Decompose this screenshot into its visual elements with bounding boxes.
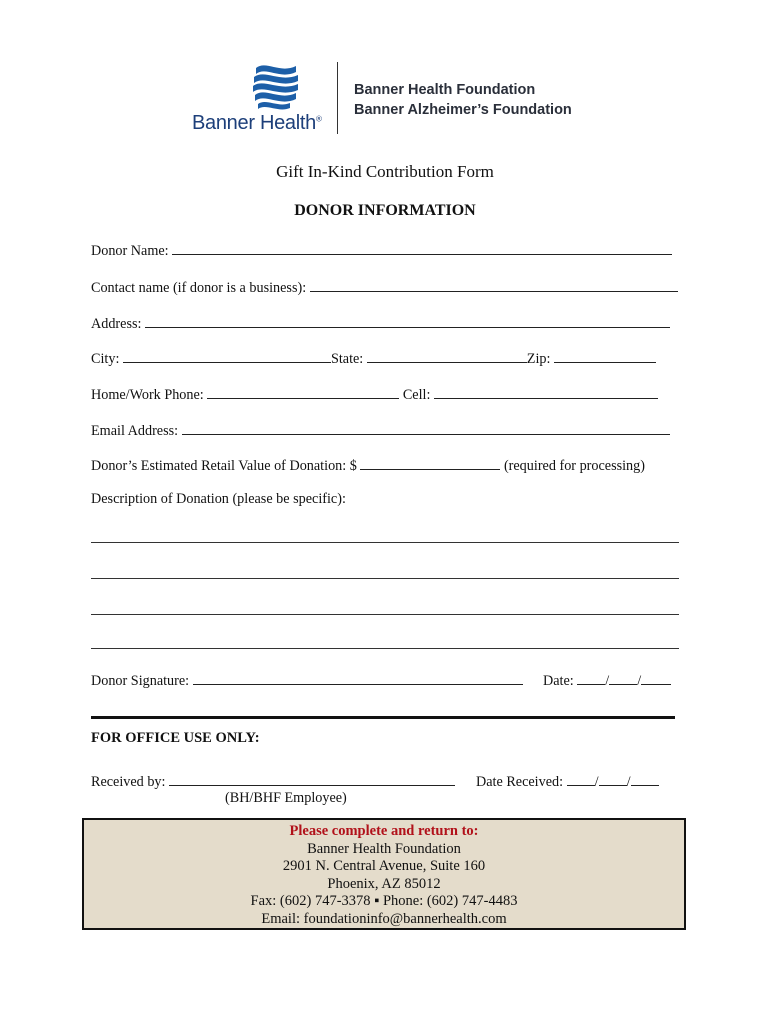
- return-street: 2901 N. Central Avenue, Suite 160: [282, 858, 486, 874]
- address-label: Address:: [91, 316, 142, 332]
- signature-date-year[interactable]: [641, 670, 671, 685]
- cell-label: Cell:: [402, 387, 431, 403]
- city-field[interactable]: [123, 348, 331, 363]
- section-divider: [91, 716, 675, 719]
- city-label: City:: [91, 351, 120, 367]
- value-label: Donor’s Estimated Retail Value of Donation: $: [91, 458, 357, 474]
- phone-field[interactable]: [207, 384, 399, 399]
- contact-name-field[interactable]: [310, 277, 678, 292]
- email-field[interactable]: [182, 420, 670, 435]
- value-note: (required for processing): [503, 458, 645, 474]
- signature-date-day[interactable]: [609, 670, 637, 685]
- date-received-month[interactable]: [567, 771, 595, 786]
- description-line-1[interactable]: [91, 542, 679, 543]
- contact-name-label: Contact name (if donor is a business):: [91, 280, 307, 296]
- logo-area: [190, 60, 610, 140]
- signature-date-month[interactable]: [577, 670, 605, 685]
- signature-row: [91, 670, 523, 690]
- employee-note: (BH/BHF Employee): [225, 790, 347, 806]
- value-row: [91, 455, 645, 475]
- received-by-row: [91, 771, 455, 791]
- date-received-year[interactable]: [631, 771, 659, 786]
- banner-flag-icon: [250, 60, 302, 112]
- section-heading: DONOR INFORMATION: [294, 202, 476, 219]
- donor-name-field[interactable]: [172, 240, 672, 255]
- phone-label: Home/Work Phone:: [91, 387, 204, 403]
- return-heading: Please complete and return to:: [289, 823, 479, 839]
- foundation-names: [354, 80, 572, 120]
- contact-name-row: [91, 277, 678, 297]
- donor-name-label: Donor Name:: [91, 243, 169, 259]
- date-received-row: Date Received: / /: [476, 771, 659, 791]
- foundation-name-2: Banner Alzheimer’s Foundation: [354, 102, 572, 118]
- logo-divider: [337, 62, 338, 134]
- signature-date-label: Date:: [543, 673, 574, 689]
- state-label: State:: [330, 351, 364, 367]
- return-city: Phoenix, AZ 85012: [327, 875, 441, 892]
- email-row: [91, 420, 670, 440]
- description-line-2[interactable]: [91, 578, 679, 579]
- received-by-label: Received by:: [91, 774, 166, 790]
- zip-field[interactable]: [554, 348, 656, 363]
- bullet-icon: ▪: [374, 893, 380, 909]
- return-org: Banner Health Foundation: [307, 840, 461, 857]
- date-received-label: Date Received:: [476, 774, 564, 790]
- logo-wordmark: Banner Health®: [192, 112, 322, 134]
- address-row: [91, 313, 670, 333]
- date-received-day[interactable]: [599, 771, 627, 786]
- return-phone: Phone: (602) 747-4483: [382, 893, 518, 909]
- description-line-3[interactable]: [91, 614, 679, 615]
- return-email[interactable]: Email: foundationinfo@bannerhealth.com: [261, 910, 507, 927]
- return-address-box: [82, 818, 686, 930]
- return-contact-line: [84, 893, 684, 911]
- signature-field[interactable]: [193, 670, 523, 685]
- form-title: Gift In-Kind Contribution Form: [276, 162, 494, 181]
- signature-label: Donor Signature:: [91, 673, 190, 689]
- description-line-4[interactable]: [91, 648, 679, 649]
- foundation-name-1: Banner Health Foundation: [354, 82, 536, 98]
- address-field[interactable]: [145, 313, 670, 328]
- description-label: Description of Donation (please be specific):: [91, 491, 346, 507]
- state-field[interactable]: [367, 348, 527, 363]
- zip-label: Zip:: [526, 351, 551, 367]
- phone-row: [91, 384, 658, 404]
- signature-date-row: Date: / /: [543, 670, 671, 690]
- city-state-zip-row: [91, 348, 656, 368]
- office-use-heading: FOR OFFICE USE ONLY:: [91, 730, 260, 746]
- donor-name-row: [91, 240, 672, 260]
- cell-field[interactable]: [434, 384, 658, 399]
- received-by-field[interactable]: [169, 771, 455, 786]
- return-fax: Fax: (602) 747-3378: [250, 893, 371, 909]
- value-field[interactable]: [360, 455, 500, 470]
- email-label: Email Address:: [91, 423, 179, 439]
